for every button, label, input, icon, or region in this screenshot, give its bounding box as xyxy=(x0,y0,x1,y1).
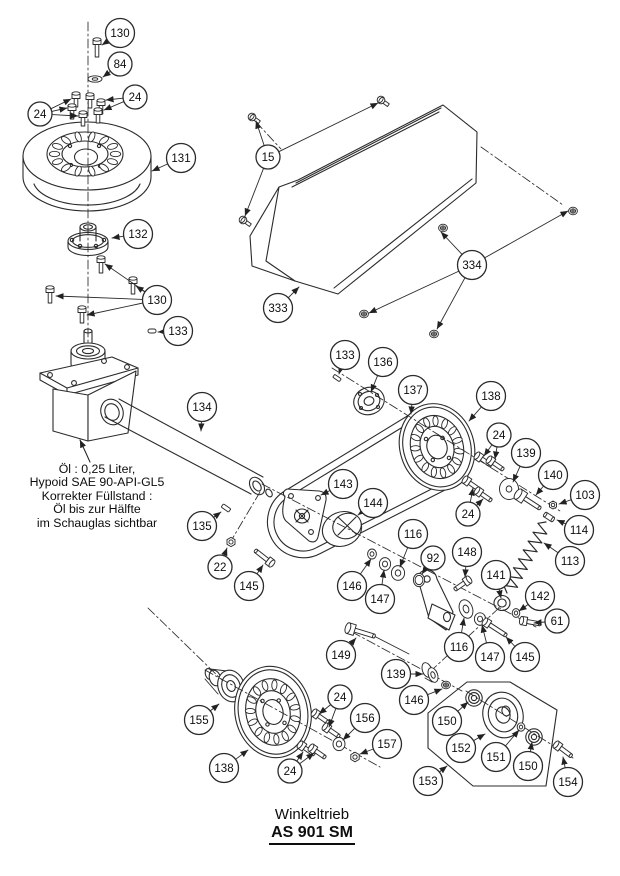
washer-fastener xyxy=(391,566,404,581)
callout-number: 24 xyxy=(33,109,47,121)
leader-line xyxy=(441,232,462,254)
callout-number: 144 xyxy=(363,498,383,510)
callout-148 xyxy=(453,538,482,578)
boltV-fastener xyxy=(46,286,54,303)
callout-number: 137 xyxy=(403,385,423,397)
callout-145 xyxy=(235,565,264,601)
leader-line xyxy=(224,548,227,556)
washer-fastener xyxy=(517,723,525,731)
leader-line xyxy=(210,704,219,711)
callout-155 xyxy=(185,704,220,735)
key-fastener xyxy=(333,374,342,381)
leader-line xyxy=(519,604,528,611)
oil-note-line: im Schauglas sichtbar xyxy=(36,515,158,530)
leader-line xyxy=(106,98,123,100)
callout-number: 24 xyxy=(283,766,297,778)
nut-fastener xyxy=(227,537,235,546)
callout-145 xyxy=(506,637,540,672)
leader-line xyxy=(358,512,362,515)
washer-fastener xyxy=(379,558,390,571)
callout-number: 153 xyxy=(418,776,438,788)
leader-line xyxy=(214,512,221,517)
callout-156 xyxy=(343,704,380,741)
callout-number: 154 xyxy=(558,777,578,789)
callout-number: 92 xyxy=(426,553,440,565)
washer-fastener xyxy=(457,598,476,620)
callout-138 xyxy=(469,382,506,422)
callout-number: 132 xyxy=(128,229,148,241)
fnut-fastener xyxy=(442,681,451,689)
oil-note-line: Öl bis zur Hälfte xyxy=(53,502,141,517)
callout-number: 130 xyxy=(147,295,167,307)
callout-number: 130 xyxy=(110,28,130,40)
leader-line xyxy=(428,689,443,695)
callout-number: 116 xyxy=(403,529,423,541)
fnut-fastener xyxy=(430,330,439,338)
leader-line xyxy=(343,728,355,740)
callout-number: 150 xyxy=(518,761,538,773)
leader-line xyxy=(288,287,299,298)
callout-number: 147 xyxy=(370,594,390,606)
leader-line xyxy=(470,488,473,502)
callout-number: 138 xyxy=(214,763,234,775)
boltV-fastener xyxy=(93,38,101,57)
callout-103 xyxy=(559,481,600,510)
oil-note-line: Hypoid SAE 90-API-GL5 xyxy=(29,475,165,490)
washer-fastener xyxy=(368,549,377,559)
callout-number: 139 xyxy=(386,669,406,681)
callout-144 xyxy=(358,489,388,518)
callout-number: 151 xyxy=(486,752,506,764)
pin-fastener xyxy=(148,329,156,333)
callout-number: 24 xyxy=(128,92,142,104)
boltA-fastener xyxy=(307,743,328,761)
leader-line xyxy=(360,559,371,574)
boltA-fastener xyxy=(344,622,377,642)
callout-number: 114 xyxy=(569,525,589,537)
nut-fastener xyxy=(550,501,557,509)
callout-number: 24 xyxy=(461,509,475,521)
callout-154 xyxy=(554,757,583,797)
callout-number: 149 xyxy=(331,650,351,662)
callout-number: 146 xyxy=(404,695,424,707)
callout-number: 24 xyxy=(333,692,347,704)
callout-number: 131 xyxy=(171,153,191,165)
callout-132 xyxy=(112,220,153,249)
callout-24 xyxy=(484,423,511,459)
leader-line xyxy=(439,766,447,772)
callout-61 xyxy=(534,609,569,633)
leader-line xyxy=(557,520,566,524)
leader-line xyxy=(544,543,558,553)
callout-142 xyxy=(519,582,555,612)
callout-149 xyxy=(327,638,357,670)
callout-number: 24 xyxy=(492,430,506,442)
callout-number: 150 xyxy=(437,716,457,728)
callout-153 xyxy=(414,766,448,796)
leader-line xyxy=(513,466,520,482)
leader-line xyxy=(506,637,515,647)
leader-line xyxy=(279,103,378,152)
leader-line xyxy=(52,108,67,111)
leader-line xyxy=(469,407,481,421)
callout-157 xyxy=(360,730,402,759)
leader-line xyxy=(369,271,459,313)
leader-line xyxy=(319,705,331,714)
screw-fastener xyxy=(238,215,253,229)
boltA-fastener xyxy=(473,486,494,504)
diagram-title xyxy=(222,806,402,845)
callout-135 xyxy=(188,512,222,541)
fnut-fastener xyxy=(439,224,448,232)
callout-number: 333 xyxy=(268,303,288,315)
leader-line xyxy=(437,278,465,329)
callout-138 xyxy=(210,750,249,783)
leader-line xyxy=(462,618,465,633)
leader-line xyxy=(329,708,336,727)
callout-139 xyxy=(382,660,424,689)
callout-number: 156 xyxy=(355,713,375,725)
bearing-mount-plate xyxy=(283,489,326,542)
leader-line xyxy=(351,638,356,644)
fnut-fastener xyxy=(569,207,578,215)
callout-number: 15 xyxy=(261,152,275,164)
leader-line xyxy=(495,447,497,459)
callout-number: 143 xyxy=(333,479,353,491)
leader-line xyxy=(484,445,492,456)
callout-number: 22 xyxy=(213,562,227,574)
callout-number: 157 xyxy=(377,739,397,751)
callout-130 xyxy=(102,19,135,48)
callout-24 xyxy=(104,85,147,110)
callout-147 xyxy=(366,570,395,614)
pivot-bushing xyxy=(494,596,510,611)
callout-number: 155 xyxy=(189,715,209,727)
leader-line xyxy=(563,757,565,768)
nut-fastener xyxy=(351,752,359,762)
callout-number: 139 xyxy=(516,448,536,460)
key-fastener xyxy=(221,504,231,512)
callout-number: 145 xyxy=(515,652,535,664)
callout-134 xyxy=(188,393,217,432)
leader-line xyxy=(236,750,248,759)
leader-line xyxy=(297,752,303,761)
leader-line xyxy=(103,71,111,77)
callout-133 xyxy=(158,317,193,346)
oil-note-line: Korrekter Füllstand : xyxy=(41,488,153,503)
sleeve-fastener xyxy=(543,512,555,523)
boltA-fastener xyxy=(452,575,473,593)
leader-line xyxy=(112,236,124,238)
leader-line xyxy=(382,570,384,585)
callout-139 xyxy=(512,439,541,483)
callout-114 xyxy=(557,516,594,545)
oil-spec-note xyxy=(8,463,186,530)
belt-guard-cover xyxy=(250,105,477,294)
leader-line xyxy=(102,41,108,45)
upper-drive-pulley xyxy=(23,122,151,211)
leader-line xyxy=(400,548,408,568)
callout-number: 142 xyxy=(530,591,550,603)
leader-line xyxy=(257,565,263,574)
washer-fastener xyxy=(88,76,102,82)
callout-number: 133 xyxy=(168,326,188,338)
callout-number: 113 xyxy=(560,556,580,568)
washer-fastener xyxy=(512,609,520,618)
callout-number: 84 xyxy=(113,59,127,71)
leader-line xyxy=(245,168,264,216)
callout-333 xyxy=(264,287,300,323)
callout-number: 135 xyxy=(192,521,212,533)
callout-number: 138 xyxy=(481,391,501,403)
callout-92 xyxy=(421,546,445,574)
callout-number: 116 xyxy=(449,642,469,654)
leader-line xyxy=(465,567,466,578)
callout-number: 148 xyxy=(457,547,477,559)
callout-number: 136 xyxy=(373,357,393,369)
boltV-fastener xyxy=(78,306,86,323)
callout-number: 147 xyxy=(480,652,500,664)
callout-136 xyxy=(369,348,398,393)
leader-line xyxy=(104,102,124,110)
callout-84 xyxy=(103,52,132,77)
callout-133 xyxy=(331,341,360,375)
leader-line xyxy=(300,753,314,764)
callout-140 xyxy=(536,461,568,496)
callout-number: 152 xyxy=(451,743,471,755)
leader-line xyxy=(87,303,143,315)
callout-131 xyxy=(152,144,196,173)
callout-number: 334 xyxy=(462,260,482,272)
roller-fastener xyxy=(420,661,440,683)
oil-note-line: Öl : 0,25 Liter, xyxy=(58,462,136,476)
callout-number: 141 xyxy=(486,570,506,582)
boltV-fastener xyxy=(97,256,105,273)
callout-113 xyxy=(544,543,585,576)
leader-line xyxy=(56,296,143,299)
leader-line xyxy=(485,211,568,258)
boltV-fastener xyxy=(86,93,94,108)
screw-fastener xyxy=(247,112,262,126)
small-pulley-drum xyxy=(317,506,367,553)
callout-130 xyxy=(56,264,172,315)
leader-line xyxy=(256,121,264,146)
boltV-fastener xyxy=(94,108,102,123)
pulley-hub-136 xyxy=(350,383,388,419)
boltA-fastener xyxy=(519,616,542,628)
callout-number: 103 xyxy=(575,490,595,502)
leader-line xyxy=(559,500,571,504)
diagram-title-model: AS 901 SM xyxy=(269,823,355,845)
callout-number: 134 xyxy=(192,402,212,414)
callout-number: 133 xyxy=(335,350,355,362)
screw-fastener xyxy=(376,95,391,109)
leader-line xyxy=(360,749,373,754)
diagram-title-name: Winkeltrieb xyxy=(274,806,350,823)
callout-number: 145 xyxy=(239,581,259,593)
ring-fastener xyxy=(413,573,424,586)
boltV-fastener xyxy=(68,104,76,119)
leader-line xyxy=(136,286,145,292)
boltA-fastener xyxy=(252,547,276,568)
leader-line xyxy=(152,164,168,171)
callout-number: 140 xyxy=(543,470,563,482)
callout-number: 61 xyxy=(550,616,564,628)
leader-line xyxy=(339,369,341,374)
leader-line xyxy=(477,499,484,506)
callout-22 xyxy=(208,548,232,579)
callout-number: 146 xyxy=(342,581,362,593)
leader-line xyxy=(536,486,544,495)
fnut-fastener xyxy=(360,310,369,318)
oil-note-leader xyxy=(80,440,90,462)
